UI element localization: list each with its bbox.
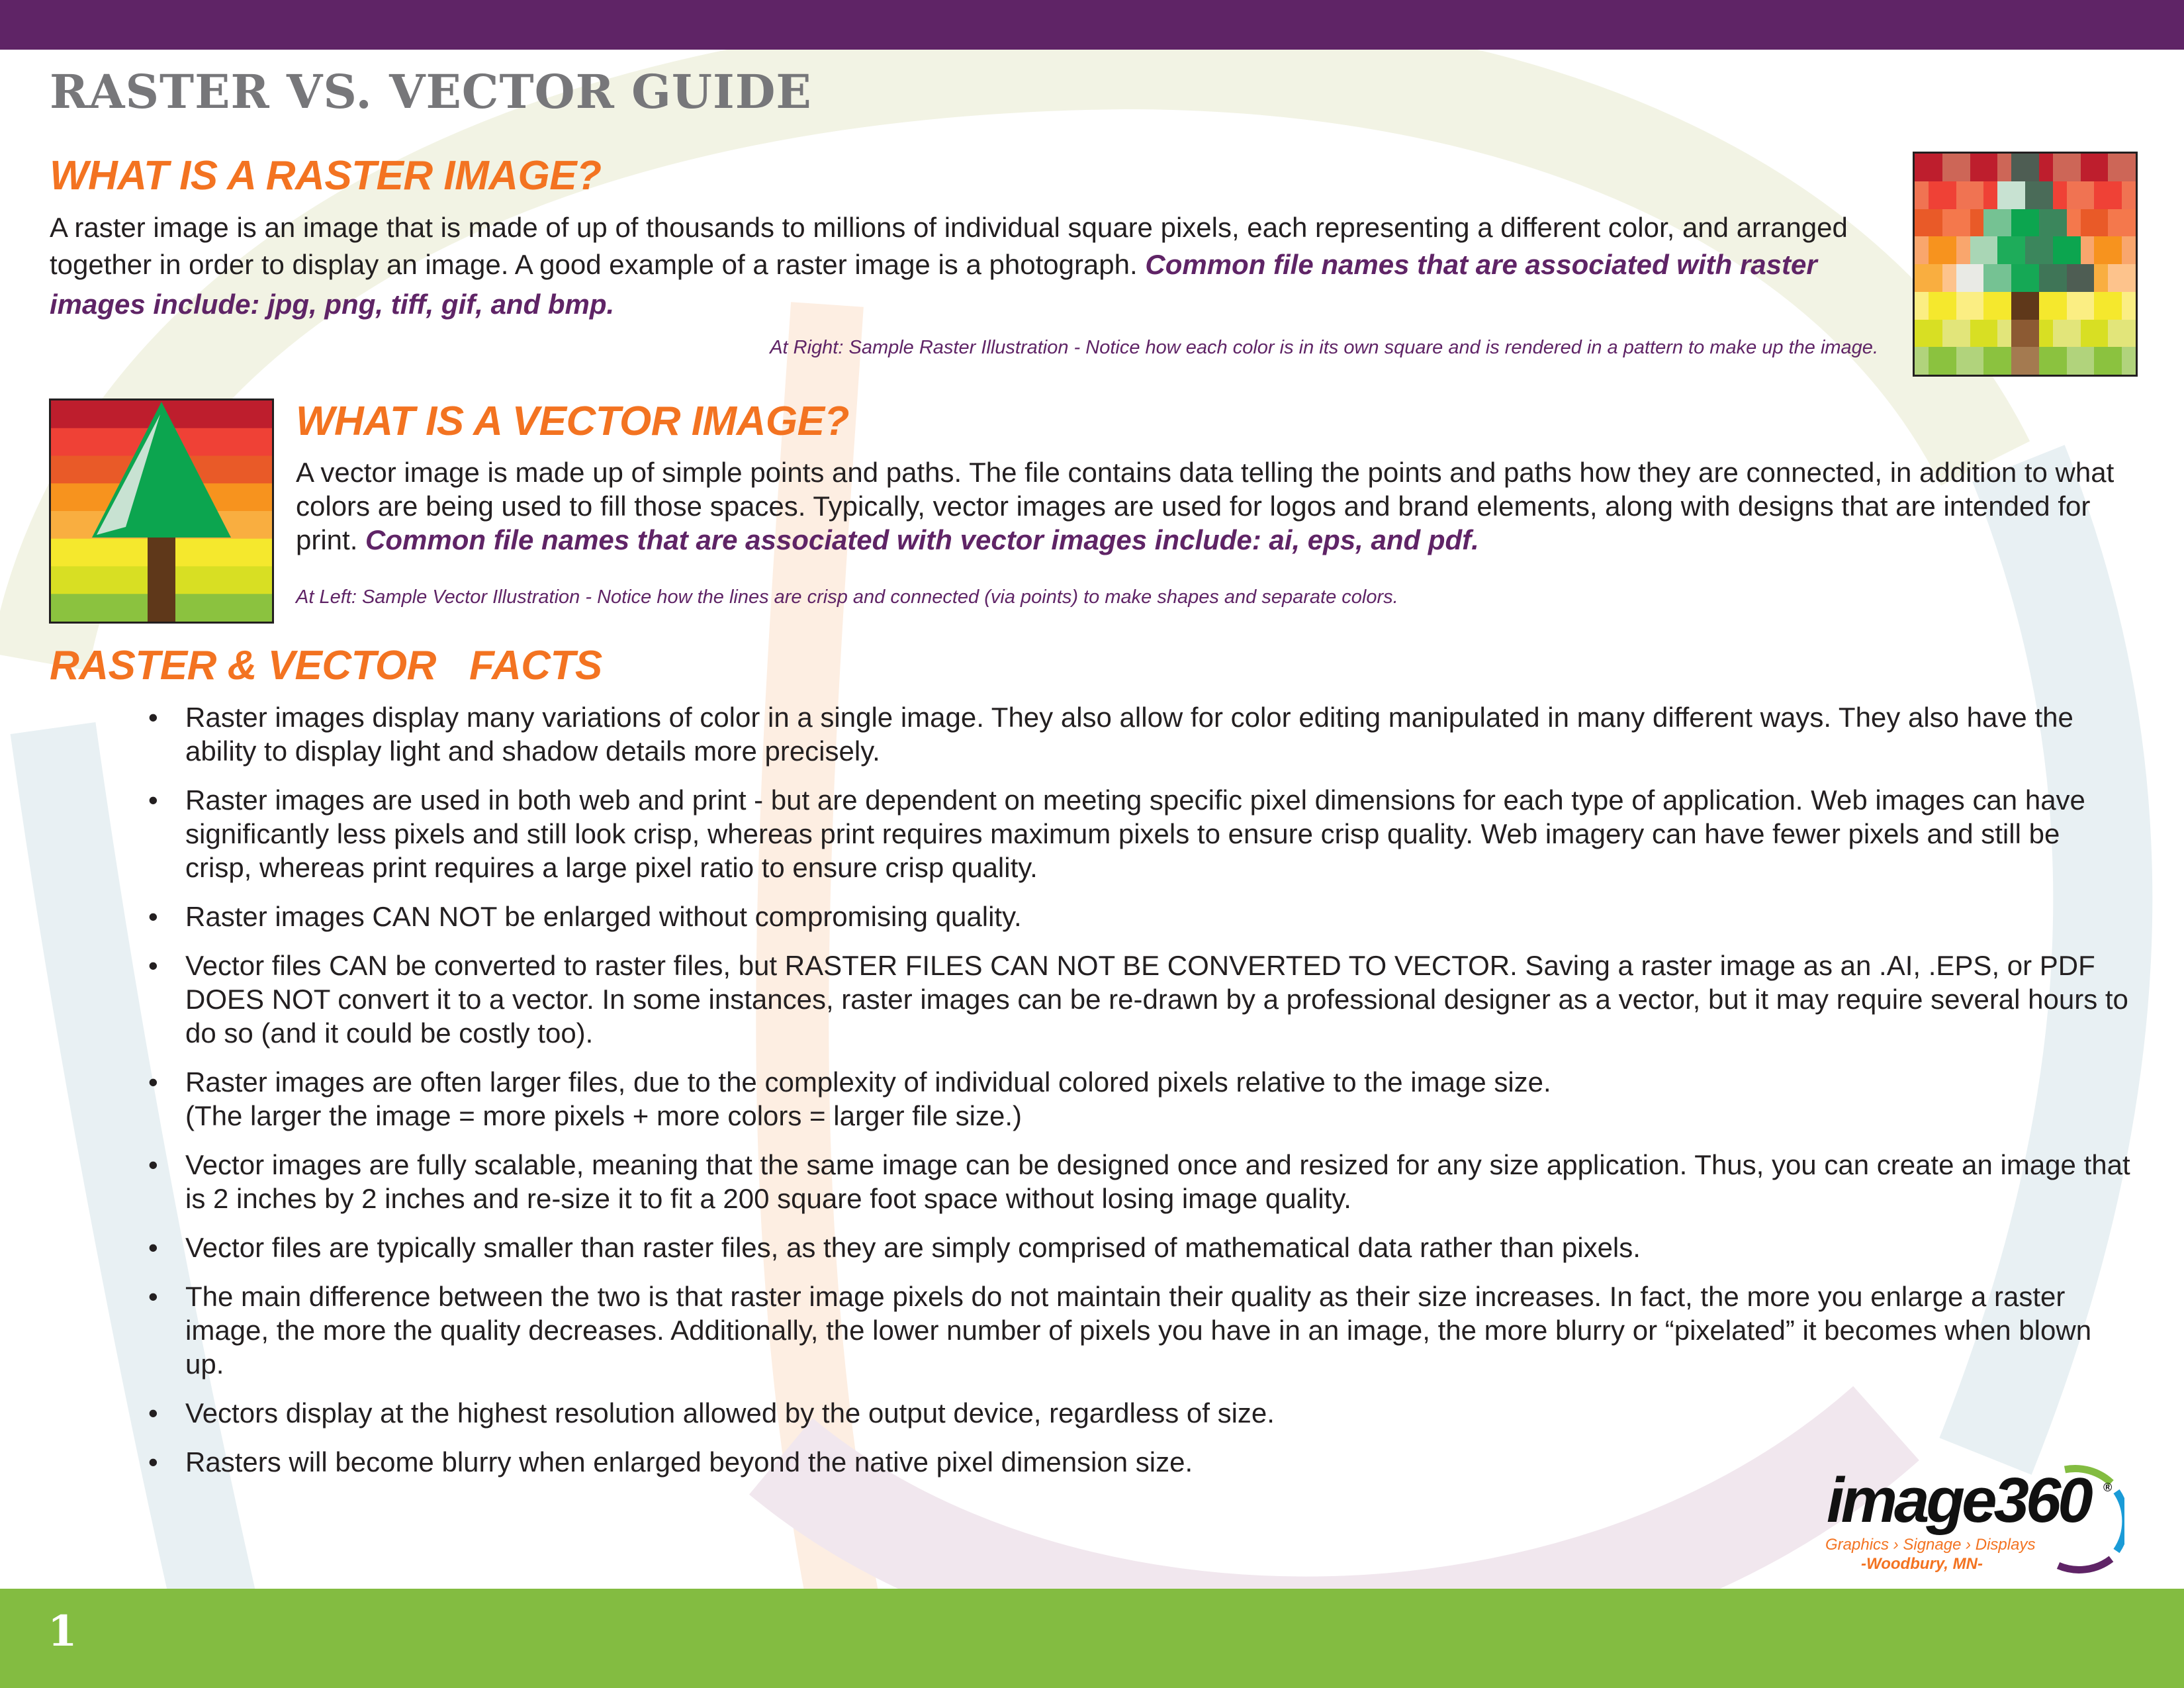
fact-text: The main difference between the two is that raster image pixels do not maintain their quality as their size increases. In fact, the more you enlarge a raster image, the more the quality decreases. Additionally, the lower number of pixels you have in an image, the more blurry or “pixelated” it becomes when blown up. bbox=[185, 1281, 2092, 1380]
raster-pixel bbox=[2122, 154, 2136, 181]
raster-pixel bbox=[2025, 236, 2039, 264]
raster-pixel bbox=[2053, 236, 2067, 264]
raster-pixel bbox=[2122, 181, 2136, 209]
raster-pixel bbox=[1915, 320, 1929, 348]
raster-pixel bbox=[2067, 292, 2081, 320]
raster-pixel bbox=[2025, 347, 2039, 375]
fact-text-line2: (The larger the image = more pixels + more colors = larger file size.) bbox=[185, 1100, 1022, 1131]
fact-text: Raster images are often larger files, due to the complexity of individual colored pixels relative to the image size. bbox=[185, 1066, 1551, 1098]
vector-file-types: Common file names that are associated with vector images include: ai, eps, and pdf. bbox=[365, 524, 1479, 555]
page-number: 1 bbox=[48, 1607, 77, 1656]
raster-pixel bbox=[2108, 347, 2122, 375]
fact-item bbox=[146, 783, 2131, 884]
raster-file-types: Common file names that are associated with raster images include: jpg, png, tiff, gif, and bmp. bbox=[50, 249, 1817, 320]
raster-pixel bbox=[2011, 236, 2025, 264]
raster-pixel bbox=[2067, 236, 2081, 264]
raster-pixel bbox=[2081, 264, 2095, 292]
raster-section-heading: WHAT IS A RASTER IMAGE? bbox=[50, 153, 602, 199]
raster-pixel bbox=[2122, 347, 2136, 375]
raster-pixel bbox=[2039, 236, 2053, 264]
raster-pixel bbox=[1942, 154, 1956, 181]
raster-pixel bbox=[1929, 347, 1942, 375]
bullet-icon: • bbox=[148, 1446, 158, 1477]
raster-pixel bbox=[2108, 292, 2122, 320]
vector-tree-graphic bbox=[51, 400, 272, 622]
raster-pixel bbox=[2081, 236, 2095, 264]
raster-pixel bbox=[1915, 292, 1929, 320]
raster-pixel bbox=[1929, 154, 1942, 181]
raster-pixel bbox=[2039, 264, 2053, 292]
raster-pixel bbox=[2025, 181, 2039, 209]
bullet-icon: • bbox=[148, 784, 158, 816]
bullet-icon: • bbox=[148, 1397, 158, 1429]
raster-pixel bbox=[2122, 320, 2136, 348]
logo-location: -Woodbury, MN- bbox=[1861, 1555, 1983, 1573]
raster-pixel bbox=[1997, 292, 2011, 320]
bullet-icon: • bbox=[148, 1149, 158, 1180]
raster-pixel bbox=[1997, 181, 2011, 209]
raster-pixel bbox=[1983, 154, 1997, 181]
raster-pixel bbox=[1942, 236, 1956, 264]
raster-pixel bbox=[1956, 181, 1970, 209]
raster-description-text: A raster image is an image that is made of up of thousands to millions of individual square pixels, each representing a different color, and arranged together in order to display an image. A good example of a raster image is a photograph. bbox=[50, 212, 1848, 280]
raster-pixel bbox=[1997, 236, 2011, 264]
raster-pixel bbox=[2081, 292, 2095, 320]
bullet-icon: • bbox=[148, 901, 158, 932]
raster-pixel bbox=[2094, 209, 2108, 237]
raster-pixel bbox=[1956, 292, 1970, 320]
raster-pixel bbox=[2108, 320, 2122, 348]
raster-pixel bbox=[1956, 209, 1970, 237]
bullet-icon: • bbox=[148, 1281, 158, 1312]
vector-description-text: A vector image is made up of simple points and paths. The file contains data telling the points and paths how they are connected, in addition to what colors are being used to fill those spaces. Typically, vector images are used for logos and brand elements, along with designs that are intended for print. bbox=[296, 457, 2115, 555]
raster-pixel bbox=[1942, 347, 1956, 375]
raster-pixel bbox=[2039, 154, 2053, 181]
raster-pixel bbox=[2025, 209, 2039, 237]
raster-pixel bbox=[1915, 181, 1929, 209]
raster-pixel bbox=[1983, 320, 1997, 348]
raster-pixel bbox=[1983, 209, 1997, 237]
raster-pixel bbox=[2081, 347, 2095, 375]
raster-pixel bbox=[2094, 154, 2108, 181]
raster-pixel bbox=[1970, 320, 1984, 348]
raster-pixel bbox=[1942, 320, 1956, 348]
fact-text: Raster images are used in both web and print - but are dependent on meeting specific pixel dimensions for each type of application. Web images can have significantly less pixels and still look crisp, whereas print requires maximum pixels to ensure crisp quality. Web imagery can have fewer pixels and still be crisp, whereas print requires a large pixel ratio to ensure crisp quality. bbox=[185, 784, 2085, 883]
logo-wordmark: image360 bbox=[1827, 1465, 2090, 1536]
fact-text: Vector files are typically smaller than raster files, as they are simply comprised of mathematical data rather than pixels. bbox=[185, 1232, 1641, 1263]
raster-pixel bbox=[1997, 320, 2011, 348]
fact-item bbox=[146, 1280, 2131, 1381]
fact-text: Vector images are fully scalable, meaning that the same image can be designed once and resized for any size application. Thus, you can create an image that is 2 inches by 2 inches and re-size it to fit a 200 square foot space without losing image quality. bbox=[185, 1149, 2130, 1214]
vector-tree-illustration bbox=[49, 399, 274, 624]
raster-pixel bbox=[1956, 347, 1970, 375]
raster-pixel bbox=[1970, 181, 1984, 209]
raster-pixel bbox=[1929, 292, 1942, 320]
raster-pixel bbox=[2108, 209, 2122, 237]
raster-pixel bbox=[1929, 236, 1942, 264]
facts-section-heading: RASTER & VECTOR FACTS bbox=[50, 643, 602, 688]
raster-pixel bbox=[2011, 181, 2025, 209]
fact-text: Vectors display at the highest resolution allowed by the output device, regardless of size. bbox=[185, 1397, 1275, 1429]
raster-pixel bbox=[2081, 209, 2095, 237]
raster-pixel bbox=[1929, 209, 1942, 237]
raster-caption: At Right: Sample Raster Illustration - Notice how each color is in its own square and is rendered in a pattern to make up the image. bbox=[770, 337, 1878, 358]
raster-pixel bbox=[2067, 264, 2081, 292]
raster-pixel bbox=[2025, 264, 2039, 292]
fact-item bbox=[146, 700, 2131, 768]
raster-pixel bbox=[1997, 154, 2011, 181]
raster-pixel bbox=[2081, 181, 2095, 209]
fact-item bbox=[146, 1065, 2131, 1133]
raster-pixel bbox=[2108, 181, 2122, 209]
image360-logo bbox=[1820, 1446, 2124, 1585]
raster-description bbox=[50, 211, 1889, 324]
raster-pixel bbox=[2094, 264, 2108, 292]
bullet-icon: • bbox=[148, 1232, 158, 1263]
raster-pixel bbox=[1956, 236, 1970, 264]
raster-pixel bbox=[2011, 347, 2025, 375]
raster-pixel bbox=[1983, 292, 1997, 320]
raster-pixel bbox=[2011, 320, 2025, 348]
raster-pixel bbox=[1915, 209, 1929, 237]
raster-pixel bbox=[1929, 181, 1942, 209]
raster-pixel bbox=[1997, 209, 2011, 237]
fact-text: Rasters will become blurry when enlarged beyond the native pixel dimension size. bbox=[185, 1446, 1193, 1477]
raster-pixel bbox=[1942, 181, 1956, 209]
vector-description bbox=[296, 455, 2122, 557]
facts-list bbox=[146, 700, 2131, 1494]
raster-pixel bbox=[2053, 320, 2067, 348]
raster-pixel bbox=[1983, 181, 1997, 209]
registered-mark: ® bbox=[2103, 1481, 2113, 1494]
raster-pixel bbox=[1983, 236, 1997, 264]
raster-pixel bbox=[1956, 154, 1970, 181]
raster-pixel bbox=[2011, 292, 2025, 320]
raster-pixel bbox=[1915, 347, 1929, 375]
raster-pixel bbox=[2094, 347, 2108, 375]
raster-pixel bbox=[1997, 264, 2011, 292]
raster-pixel bbox=[1970, 209, 1984, 237]
raster-pixel bbox=[1983, 264, 1997, 292]
raster-pixel bbox=[2053, 154, 2067, 181]
logo-tagline: Graphics › Signage › Displays bbox=[1825, 1536, 2036, 1554]
raster-pixel bbox=[1942, 209, 1956, 237]
fact-item bbox=[146, 949, 2131, 1050]
raster-pixel bbox=[2039, 292, 2053, 320]
raster-pixel bbox=[1956, 320, 1970, 348]
raster-pixel bbox=[2122, 236, 2136, 264]
fact-text: Raster images CAN NOT be enlarged without compromising quality. bbox=[185, 901, 1022, 932]
raster-pixel bbox=[2011, 264, 2025, 292]
raster-pixel bbox=[2108, 154, 2122, 181]
raster-pixel bbox=[2039, 347, 2053, 375]
bullet-icon: • bbox=[148, 1066, 158, 1098]
raster-pixel bbox=[2011, 209, 2025, 237]
document-title: RASTER VS. VECTOR GUIDE bbox=[50, 64, 812, 119]
vector-caption: At Left: Sample Vector Illustration - Notice how the lines are crisp and connected (via points) to make shapes and separate colors. bbox=[296, 586, 1398, 608]
raster-pixel bbox=[1915, 154, 1929, 181]
fact-item bbox=[146, 1148, 2131, 1215]
raster-pixel bbox=[2025, 292, 2039, 320]
fact-text: Vector files CAN be converted to raster files, but RASTER FILES CAN NOT BE CONVERTED TO VECTOR. Saving a raster image as an .AI, .EPS, or PDF DOES NOT convert it to a vector. In some instances, raster images can be re-drawn by a professional designer as a vector, but it may require several hours to do so (and it could be costly too). bbox=[185, 950, 2128, 1049]
raster-pixel bbox=[2025, 320, 2039, 348]
raster-pixel bbox=[1929, 264, 1942, 292]
raster-pixel bbox=[2122, 292, 2136, 320]
raster-pixel bbox=[2053, 181, 2067, 209]
raster-pixel bbox=[2053, 209, 2067, 237]
fact-item bbox=[146, 1231, 2131, 1264]
raster-pixel bbox=[2067, 347, 2081, 375]
raster-pixel bbox=[2067, 181, 2081, 209]
raster-pixel bbox=[2039, 181, 2053, 209]
raster-pixel bbox=[2053, 292, 2067, 320]
raster-pixel bbox=[2122, 264, 2136, 292]
raster-pixel bbox=[2039, 320, 2053, 348]
raster-pixel bbox=[2067, 320, 2081, 348]
raster-pixel bbox=[1915, 264, 1929, 292]
raster-pixel bbox=[2108, 236, 2122, 264]
bullet-icon: • bbox=[148, 950, 158, 981]
vector-section-heading: WHAT IS A VECTOR IMAGE? bbox=[296, 399, 849, 444]
raster-pixel bbox=[1929, 320, 1942, 348]
fact-text: Raster images display many variations of color in a single image. They also allow for color editing manipulated in many different ways. They also have the ability to display light and shadow details more precisely. bbox=[185, 702, 2073, 767]
raster-pixel bbox=[2081, 154, 2095, 181]
raster-tree-illustration bbox=[1913, 152, 2138, 377]
raster-pixel bbox=[1970, 347, 1984, 375]
fact-item bbox=[146, 900, 2131, 933]
raster-pixel bbox=[1970, 154, 1984, 181]
raster-pixel bbox=[1942, 292, 1956, 320]
raster-pixel bbox=[2039, 209, 2053, 237]
raster-pixel bbox=[2094, 236, 2108, 264]
raster-pixel bbox=[2108, 264, 2122, 292]
raster-pixel bbox=[2011, 154, 2025, 181]
raster-pixel bbox=[1997, 347, 2011, 375]
fact-item bbox=[146, 1396, 2131, 1430]
raster-pixel bbox=[2053, 264, 2067, 292]
raster-pixel bbox=[1970, 292, 1984, 320]
raster-pixel bbox=[2094, 181, 2108, 209]
bullet-icon: • bbox=[148, 702, 158, 733]
raster-pixel bbox=[2122, 209, 2136, 237]
raster-pixel bbox=[2094, 320, 2108, 348]
raster-pixel bbox=[2094, 292, 2108, 320]
raster-pixel bbox=[1942, 264, 1956, 292]
raster-pixel bbox=[1956, 264, 1970, 292]
raster-pixel bbox=[2067, 154, 2081, 181]
raster-pixel bbox=[2081, 320, 2095, 348]
raster-pixel bbox=[1915, 236, 1929, 264]
raster-pixel bbox=[2025, 154, 2039, 181]
raster-pixel bbox=[2053, 347, 2067, 375]
raster-pixel bbox=[1970, 236, 1984, 264]
raster-pixel bbox=[1970, 264, 1984, 292]
raster-pixel bbox=[2067, 209, 2081, 237]
raster-pixel bbox=[1983, 347, 1997, 375]
